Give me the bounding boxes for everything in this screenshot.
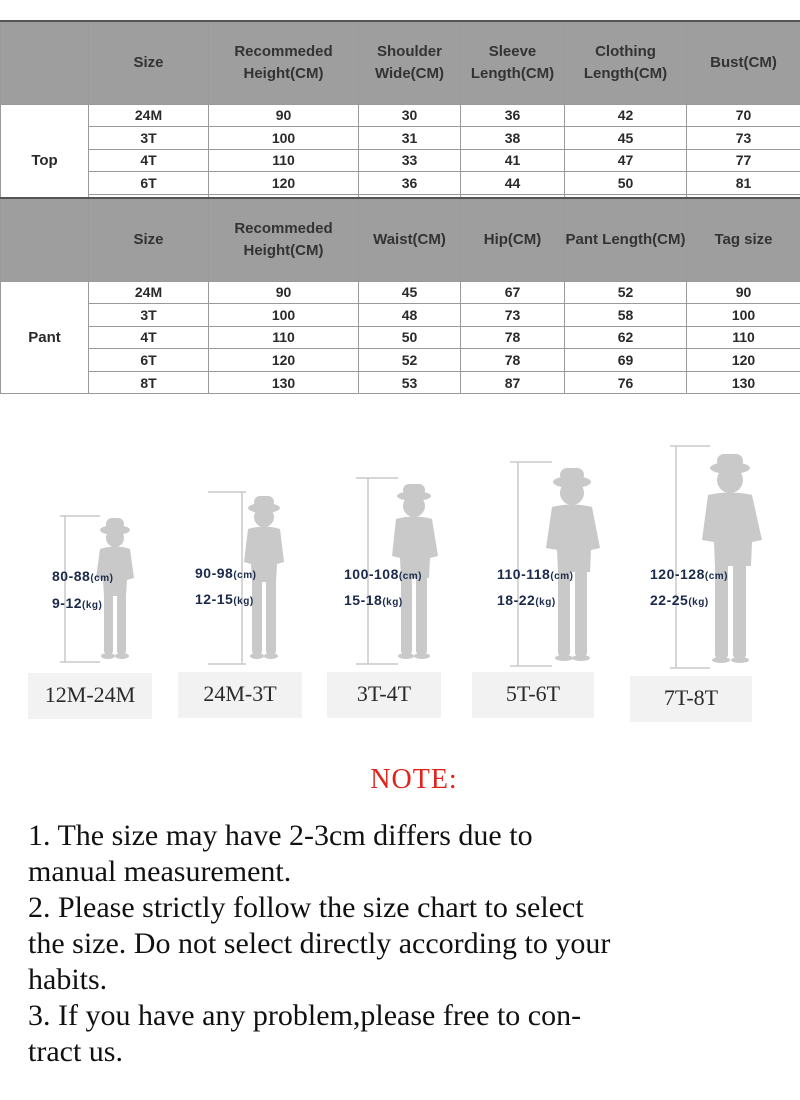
table-cell: 120	[687, 349, 800, 372]
table-cell: 110	[209, 149, 359, 172]
age-label-3: 3T-4T	[327, 672, 441, 718]
table-cell: 78	[461, 326, 565, 349]
height-value: 90-98	[195, 565, 234, 581]
table-cell: 100	[209, 304, 359, 327]
height-unit: (cm)	[398, 571, 423, 582]
note-title: NOTE:	[370, 764, 458, 795]
table-cell: 120	[209, 349, 359, 372]
header-hip: Hip(CM)	[461, 198, 565, 281]
table-cell: 48	[359, 304, 461, 327]
table-row	[1, 172, 800, 195]
table-cell: 24M	[89, 104, 209, 127]
height-unit: (cm)	[704, 571, 729, 582]
age-label-5: 7T-8T	[630, 676, 752, 722]
table-cell: 58	[565, 304, 687, 327]
table-cell: 73	[687, 127, 800, 150]
note-line-6: 3. If you have any problem,please free to con-	[28, 999, 582, 1032]
height-guide-figures	[0, 440, 800, 730]
table-cell: 36	[359, 172, 461, 195]
table-cell: 44	[461, 172, 565, 195]
weight-value: 18-22	[497, 592, 536, 608]
pant-size-table	[0, 197, 800, 394]
header-pant-length: Pant Length(CM)	[565, 198, 687, 281]
table-cell: 31	[359, 127, 461, 150]
table-cell: 4T	[89, 326, 209, 349]
table-row	[1, 104, 800, 127]
pant-table-body	[1, 281, 800, 394]
table-cell: 47	[565, 149, 687, 172]
row-group-label: Pant	[1, 281, 89, 394]
table-cell: 24M	[89, 281, 209, 304]
header-shoulder-wide: Shoulder Wide(CM)	[359, 21, 461, 104]
table-cell: 70	[687, 104, 800, 127]
top-table-header-row	[1, 21, 800, 104]
weight-unit: (kg)	[82, 600, 103, 611]
weight-value: 15-18	[344, 592, 383, 608]
header-recommended-height: Recommeded Height(CM)	[209, 198, 359, 281]
age-label-1: 12M-24M	[28, 673, 152, 719]
table-row	[1, 127, 800, 150]
age-label-2: 24M-3T	[178, 672, 302, 718]
table-cell: 50	[565, 172, 687, 195]
table-row	[1, 349, 800, 372]
weight-unit: (kg)	[535, 597, 556, 608]
table-cell: 87	[461, 371, 565, 394]
table-row	[1, 281, 800, 304]
table-cell: 42	[565, 104, 687, 127]
header-recommended-height: Recommeded Height(CM)	[209, 21, 359, 104]
header-bust: Bust(CM)	[687, 21, 800, 104]
height-unit: (cm)	[233, 570, 257, 581]
table-cell: 50	[359, 326, 461, 349]
note-line-2: manual measurement.	[28, 855, 292, 888]
child-silhouette-5	[670, 446, 780, 673]
table-cell: 53	[359, 371, 461, 394]
header-waist: Waist(CM)	[359, 198, 461, 281]
table-cell: 77	[687, 149, 800, 172]
table-cell: 100	[209, 127, 359, 150]
table-cell: 4T	[89, 149, 209, 172]
table-cell: 8T	[89, 371, 209, 394]
table-cell: 90	[687, 281, 800, 304]
top-size-table	[0, 20, 800, 217]
header-size: Size	[89, 21, 209, 104]
weight-unit: (kg)	[382, 597, 403, 608]
table-cell: 41	[461, 149, 565, 172]
weight-range-3	[344, 592, 403, 608]
child-silhouette-1	[60, 516, 150, 671]
weight-unit: (kg)	[233, 596, 254, 607]
height-value: 120-128	[650, 566, 705, 582]
note-line-5: habits.	[28, 963, 108, 996]
table-cell: 52	[359, 349, 461, 372]
pant-table-header-row	[1, 198, 800, 281]
height-unit: (cm)	[550, 571, 574, 582]
table-cell: 6T	[89, 349, 209, 372]
age-label-4: 5T-6T	[472, 672, 594, 718]
header-sleeve-length: Sleeve Length(CM)	[461, 21, 565, 104]
table-row	[1, 371, 800, 394]
height-range-5	[650, 566, 728, 582]
row-group-label: Top	[1, 104, 89, 217]
table-cell: 52	[565, 281, 687, 304]
table-cell: 78	[461, 349, 565, 372]
weight-value: 12-15	[195, 591, 234, 607]
table-cell: 73	[461, 304, 565, 327]
table-cell: 110	[209, 326, 359, 349]
table-cell: 69	[565, 349, 687, 372]
header-clothing-length: Clothing Length(CM)	[565, 21, 687, 104]
table-cell: 120	[209, 172, 359, 195]
note-line-3: 2. Please strictly follow the size chart to select	[28, 891, 584, 924]
height-value: 80-88	[52, 568, 91, 584]
table-cell: 3T	[89, 127, 209, 150]
height-value: 110-118	[497, 566, 551, 582]
table-cell: 45	[565, 127, 687, 150]
height-range-2	[195, 565, 256, 581]
child-silhouette-icon	[670, 446, 780, 668]
table-cell: 62	[565, 326, 687, 349]
table-row	[1, 326, 800, 349]
height-unit: (cm)	[90, 573, 114, 584]
table-cell: 90	[209, 104, 359, 127]
table-cell: 110	[687, 326, 800, 349]
table-cell: 81	[687, 172, 800, 195]
table-cell: 130	[209, 371, 359, 394]
height-range-3	[344, 566, 422, 582]
weight-range-1	[52, 595, 102, 611]
table-cell: 76	[565, 371, 687, 394]
table-cell: 6T	[89, 172, 209, 195]
header-tag-size: Tag size	[687, 198, 800, 281]
height-value: 100-108	[344, 566, 399, 582]
table-cell: 3T	[89, 304, 209, 327]
header-size: Size	[89, 198, 209, 281]
weight-range-5	[650, 592, 709, 608]
table-cell: 45	[359, 281, 461, 304]
table-row	[1, 149, 800, 172]
table-cell: 38	[461, 127, 565, 150]
child-silhouette-icon	[60, 516, 150, 666]
table-cell: 90	[209, 281, 359, 304]
height-range-1	[52, 568, 113, 584]
table-cell: 33	[359, 149, 461, 172]
child-silhouette-icon	[508, 462, 618, 666]
table-cell: 130	[687, 371, 800, 394]
table-cell: 30	[359, 104, 461, 127]
note-line-7: tract us.	[28, 1035, 123, 1068]
table-cell: 67	[461, 281, 565, 304]
weight-unit: (kg)	[688, 597, 709, 608]
header-corner-cell	[1, 198, 89, 281]
table-cell: 36	[461, 104, 565, 127]
table-cell: 100	[687, 304, 800, 327]
table-row	[1, 304, 800, 327]
note-line-4: the size. Do not select directly according to your	[28, 927, 611, 960]
weight-range-2	[195, 591, 254, 607]
weight-range-4	[497, 592, 556, 608]
note-line-1: 1. The size may have 2-3cm differs due to	[28, 819, 533, 852]
header-corner-cell	[1, 21, 89, 104]
weight-value: 9-12	[52, 595, 83, 611]
height-range-4	[497, 566, 573, 582]
weight-value: 22-25	[650, 592, 689, 608]
